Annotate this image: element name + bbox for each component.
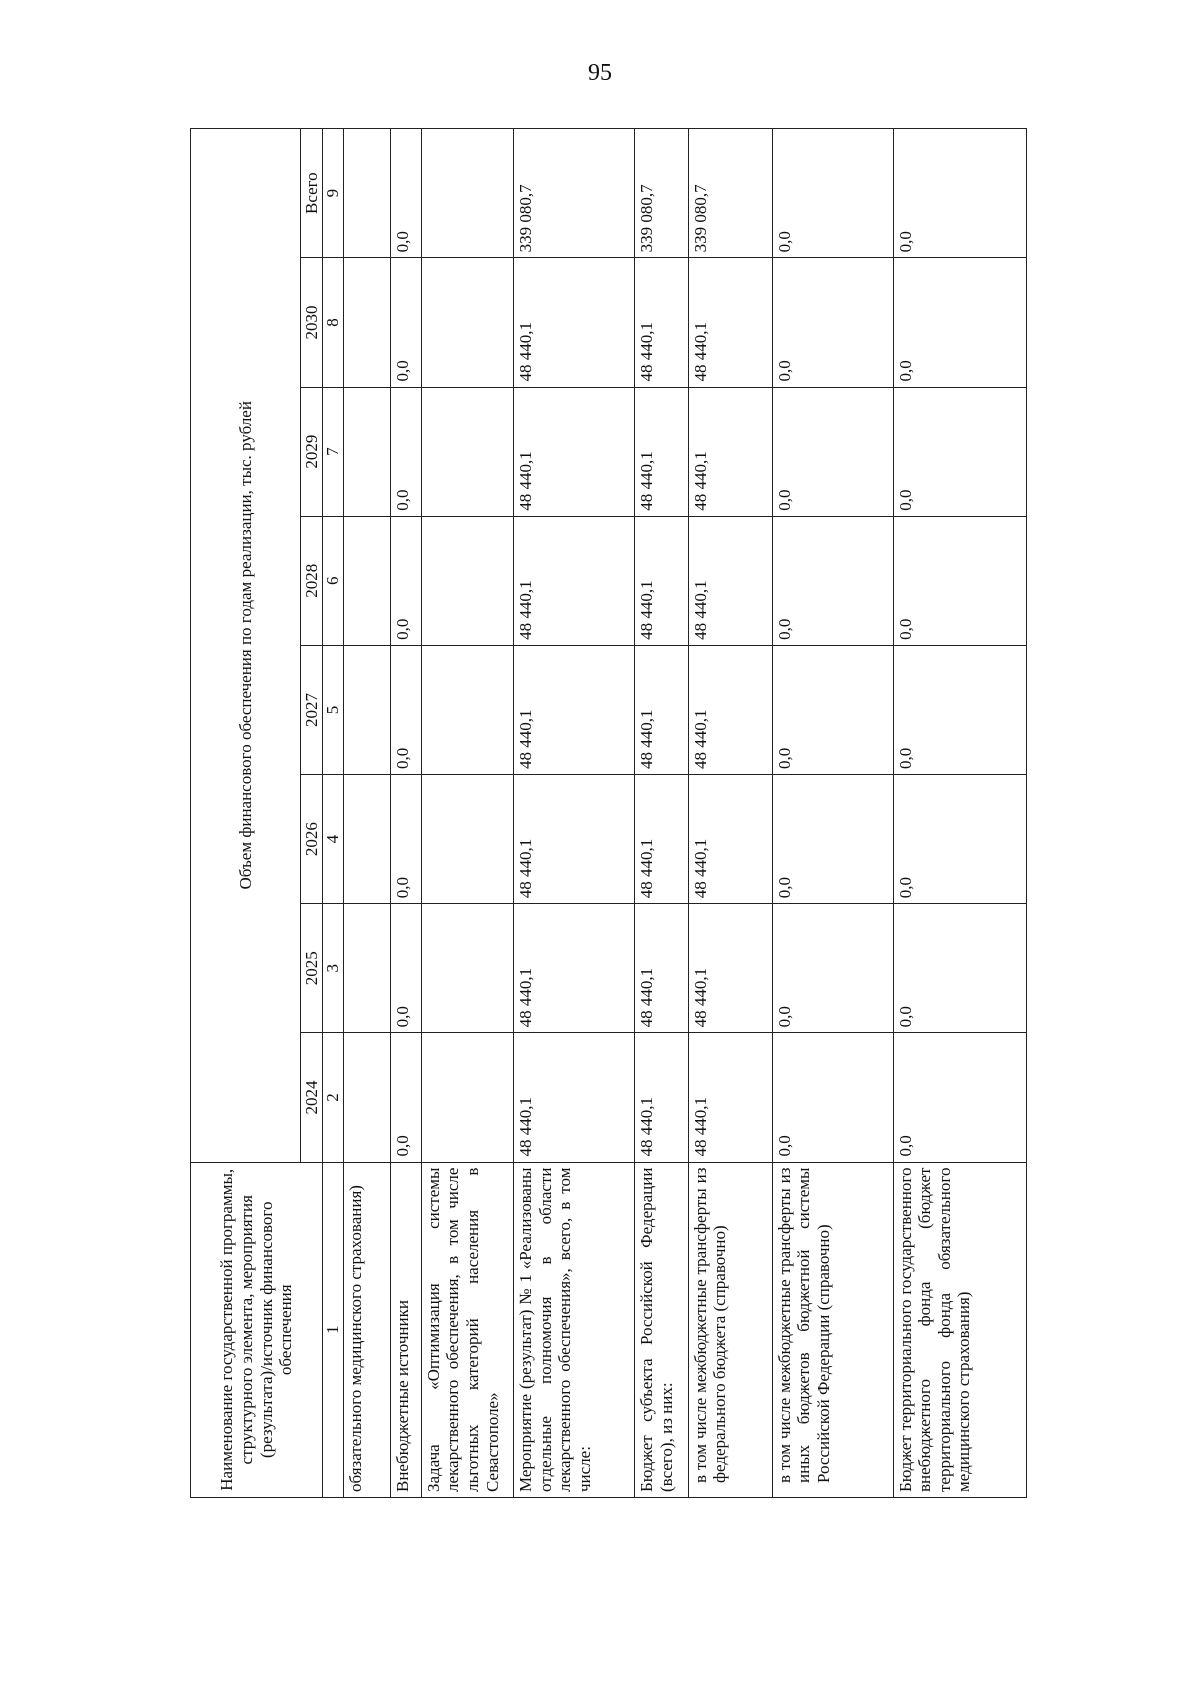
row-name-cell: обязательного медицинского страхования) bbox=[344, 1162, 391, 1497]
value-cell bbox=[421, 1033, 513, 1162]
table-row bbox=[772, 129, 893, 1498]
value-cell: 0,0 bbox=[772, 516, 893, 645]
page-number: 95 bbox=[588, 60, 612, 86]
year-header: 2025 bbox=[301, 904, 323, 1033]
value-cell: 0,0 bbox=[772, 904, 893, 1033]
table-row bbox=[688, 129, 772, 1498]
value-cell: 0,0 bbox=[391, 129, 422, 258]
value-cell: 0,0 bbox=[772, 1033, 893, 1162]
year-header: 2029 bbox=[301, 387, 323, 516]
value-cell: 0,0 bbox=[772, 387, 893, 516]
row-name-cell: Бюджет территориального государственного внебюджетного фонда (бюджет территориального фонда обязательного медицинского страхования) bbox=[893, 1162, 1026, 1497]
value-cell: 0,0 bbox=[893, 1033, 1026, 1162]
column-number: 8 bbox=[323, 258, 344, 387]
value-cell: 48 440,1 bbox=[514, 775, 635, 904]
header-name-cell: Наименование государственной программы, структурного элемента, мероприятия (результата)/источник финансового обеспечения bbox=[191, 1162, 323, 1497]
value-cell bbox=[421, 258, 513, 387]
value-cell: 0,0 bbox=[893, 775, 1026, 904]
value-cell bbox=[344, 1033, 391, 1162]
year-header: 2030 bbox=[301, 258, 323, 387]
value-cell: 48 440,1 bbox=[688, 1033, 772, 1162]
table-row bbox=[344, 129, 391, 1498]
value-cell bbox=[421, 775, 513, 904]
year-header: 2026 bbox=[301, 775, 323, 904]
value-cell: 48 440,1 bbox=[635, 516, 688, 645]
value-cell: 48 440,1 bbox=[514, 516, 635, 645]
year-header: Всего bbox=[301, 129, 323, 258]
value-cell: 0,0 bbox=[893, 904, 1026, 1033]
value-cell: 0,0 bbox=[391, 645, 422, 774]
value-cell: 48 440,1 bbox=[514, 645, 635, 774]
row-name-cell: Бюджет субъекта Российской Федерации (всего), из них: bbox=[635, 1162, 688, 1497]
value-cell: 0,0 bbox=[893, 645, 1026, 774]
year-header: 2027 bbox=[301, 645, 323, 774]
value-cell bbox=[344, 645, 391, 774]
value-cell: 0,0 bbox=[391, 258, 422, 387]
year-header: 2028 bbox=[301, 516, 323, 645]
table-row bbox=[635, 129, 688, 1498]
row-name-cell: в том числе межбюджетные трансферты из иных бюджетов бюджетной системы Российской Федерации (справочно) bbox=[772, 1162, 893, 1497]
value-cell bbox=[421, 387, 513, 516]
value-cell: 48 440,1 bbox=[688, 516, 772, 645]
value-cell: 48 440,1 bbox=[635, 1033, 688, 1162]
value-cell: 0,0 bbox=[391, 1033, 422, 1162]
value-cell bbox=[421, 129, 513, 258]
value-cell: 0,0 bbox=[893, 129, 1026, 258]
value-cell bbox=[344, 387, 391, 516]
year-header: 2024 bbox=[301, 1033, 323, 1162]
value-cell bbox=[344, 775, 391, 904]
value-cell: 0,0 bbox=[391, 387, 422, 516]
value-cell bbox=[344, 258, 391, 387]
value-cell: 48 440,1 bbox=[635, 645, 688, 774]
value-cell: 48 440,1 bbox=[688, 645, 772, 774]
table-row bbox=[514, 129, 635, 1498]
value-cell: 48 440,1 bbox=[688, 904, 772, 1033]
row-name-cell: Внебюджетные источники bbox=[391, 1162, 422, 1497]
value-cell: 339 080,7 bbox=[635, 129, 688, 258]
value-cell: 0,0 bbox=[893, 516, 1026, 645]
value-cell: 48 440,1 bbox=[635, 258, 688, 387]
value-cell bbox=[421, 904, 513, 1033]
value-cell: 48 440,1 bbox=[635, 775, 688, 904]
value-cell: 0,0 bbox=[893, 387, 1026, 516]
value-cell: 339 080,7 bbox=[514, 129, 635, 258]
value-cell: 0,0 bbox=[391, 516, 422, 645]
value-cell: 0,0 bbox=[772, 129, 893, 258]
column-number: 3 bbox=[323, 904, 344, 1033]
value-cell: 0,0 bbox=[391, 904, 422, 1033]
value-cell: 0,0 bbox=[893, 258, 1026, 387]
row-name-cell: Задача «Оптимизация системы лекарственного обеспечения, в том числе льготных категорий населения в Севастополе» bbox=[421, 1162, 513, 1497]
value-cell: 0,0 bbox=[772, 645, 893, 774]
column-number: 9 bbox=[323, 129, 344, 258]
table-row bbox=[893, 129, 1026, 1498]
value-cell: 0,0 bbox=[772, 258, 893, 387]
value-cell: 48 440,1 bbox=[514, 904, 635, 1033]
value-cell: 339 080,7 bbox=[688, 129, 772, 258]
value-cell bbox=[421, 645, 513, 774]
value-cell: 48 440,1 bbox=[688, 258, 772, 387]
column-number: 5 bbox=[323, 645, 344, 774]
value-cell: 48 440,1 bbox=[514, 387, 635, 516]
value-cell: 0,0 bbox=[391, 775, 422, 904]
column-number: 7 bbox=[323, 387, 344, 516]
table-row bbox=[421, 129, 513, 1498]
value-cell: 48 440,1 bbox=[514, 1033, 635, 1162]
row-name-cell: Мероприятие (результат) № 1 «Реализованы отдельные полномочия в области лекарственного обеспечения», всего, в том числе: bbox=[514, 1162, 635, 1497]
value-cell: 48 440,1 bbox=[688, 775, 772, 904]
column-number-row bbox=[323, 129, 344, 1498]
finance-table bbox=[190, 128, 1027, 1498]
table-body bbox=[344, 129, 1027, 1498]
row-name-cell: в том числе межбюджетные трансферты из федерального бюджета (справочно) bbox=[688, 1162, 772, 1497]
value-cell: 0,0 bbox=[772, 775, 893, 904]
value-cell: 48 440,1 bbox=[635, 387, 688, 516]
column-number: 6 bbox=[323, 516, 344, 645]
value-cell bbox=[344, 516, 391, 645]
header-group-cell: Объем финансового обеспечения по годам реализации, тыс. рублей bbox=[191, 129, 301, 1163]
value-cell: 48 440,1 bbox=[688, 387, 772, 516]
column-number: 2 bbox=[323, 1033, 344, 1162]
column-number: 1 bbox=[323, 1162, 344, 1497]
value-cell bbox=[344, 904, 391, 1033]
value-cell bbox=[421, 516, 513, 645]
table-row bbox=[391, 129, 422, 1498]
value-cell: 48 440,1 bbox=[635, 904, 688, 1033]
value-cell bbox=[344, 129, 391, 258]
value-cell: 48 440,1 bbox=[514, 258, 635, 387]
column-number: 4 bbox=[323, 775, 344, 904]
finance-table-rotated bbox=[190, 128, 1027, 1498]
